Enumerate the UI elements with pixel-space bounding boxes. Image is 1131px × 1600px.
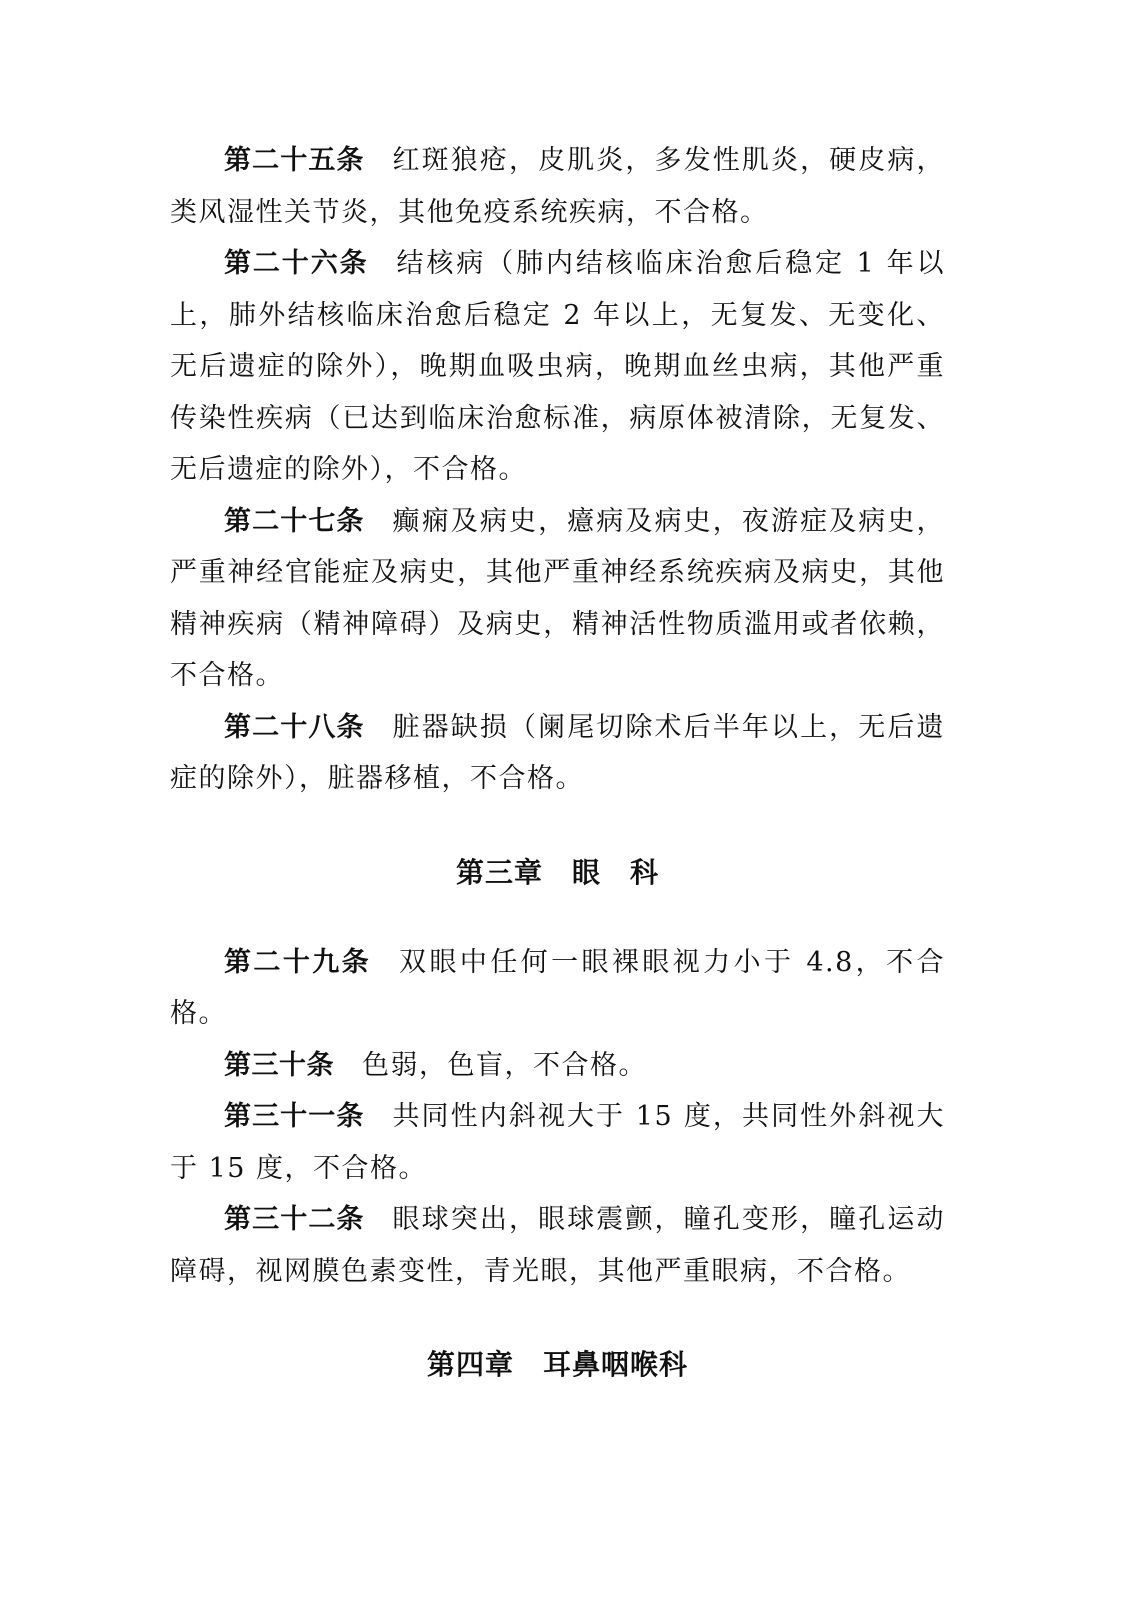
article-32 (170, 1194, 945, 1297)
article-number: 第二十五条 (224, 145, 365, 176)
article-text: 癫痫及病史，癔病及病史，夜游症及病史，严重神经官能症及病史，其他严重神经系统疾病及病史，其他精神疾病（精神障碍）及病史，精神活性物质滥用或者依赖，不合格。 (170, 505, 946, 691)
article-28 (170, 702, 945, 805)
article-text: 红斑狼疮，皮肌炎，多发性肌炎，硬皮病，类风湿性关节炎，其他免疫系统疾病，不合格。 (170, 145, 946, 228)
article-number: 第二十九条 (224, 946, 372, 978)
article-text: 脏器缺损（阑尾切除术后半年以上，无后遗症的除外），脏器移植，不合格。 (170, 711, 946, 794)
article-text: 双眼中任何一眼裸眼视力小于 4.8，不合格。 (170, 946, 945, 1029)
article-25 (170, 135, 945, 238)
document-body (170, 135, 945, 1383)
article-number: 第二十七条 (224, 505, 365, 537)
article-text: 共同性内斜视大于 15 度，共同性外斜视大于 15 度，不合格。 (170, 1101, 945, 1184)
article-number: 第三十一条 (224, 1101, 365, 1132)
article-number: 第三十二条 (224, 1204, 365, 1235)
chapter-4-heading: 第四章 耳鼻咽喉科 (426, 1348, 688, 1381)
article-27 (170, 496, 945, 702)
article-26 (170, 238, 945, 496)
article-text: 色弱，色盲，不合格。 (362, 1049, 647, 1081)
article-31 (170, 1091, 945, 1194)
article-29 (170, 937, 945, 1040)
article-number: 第二十六条 (224, 248, 369, 279)
chapter-3-heading: 第三章 眼 科 (455, 855, 659, 889)
article-text: 结核病（肺内结核临床治愈后稳定 1 年以上，肺外结核临床治愈后稳定 2 年以上，无复发、无变化、无后遗症的除外），晚期血吸虫病，晚期血丝虫病，其他严重传染性疾病（已达到临床治愈标准，病原体被清除，无复发、无后遗症的除外），不合格。 (170, 248, 946, 485)
article-text: 眼球突出，眼球震颤，瞳孔变形，瞳孔运动障碍，视网膜色素变性，青光眼，其他严重眼病，不合格。 (170, 1204, 946, 1287)
article-number: 第三十条 (224, 1049, 334, 1081)
article-number: 第二十八条 (224, 711, 365, 743)
article-30 (170, 1040, 945, 1092)
